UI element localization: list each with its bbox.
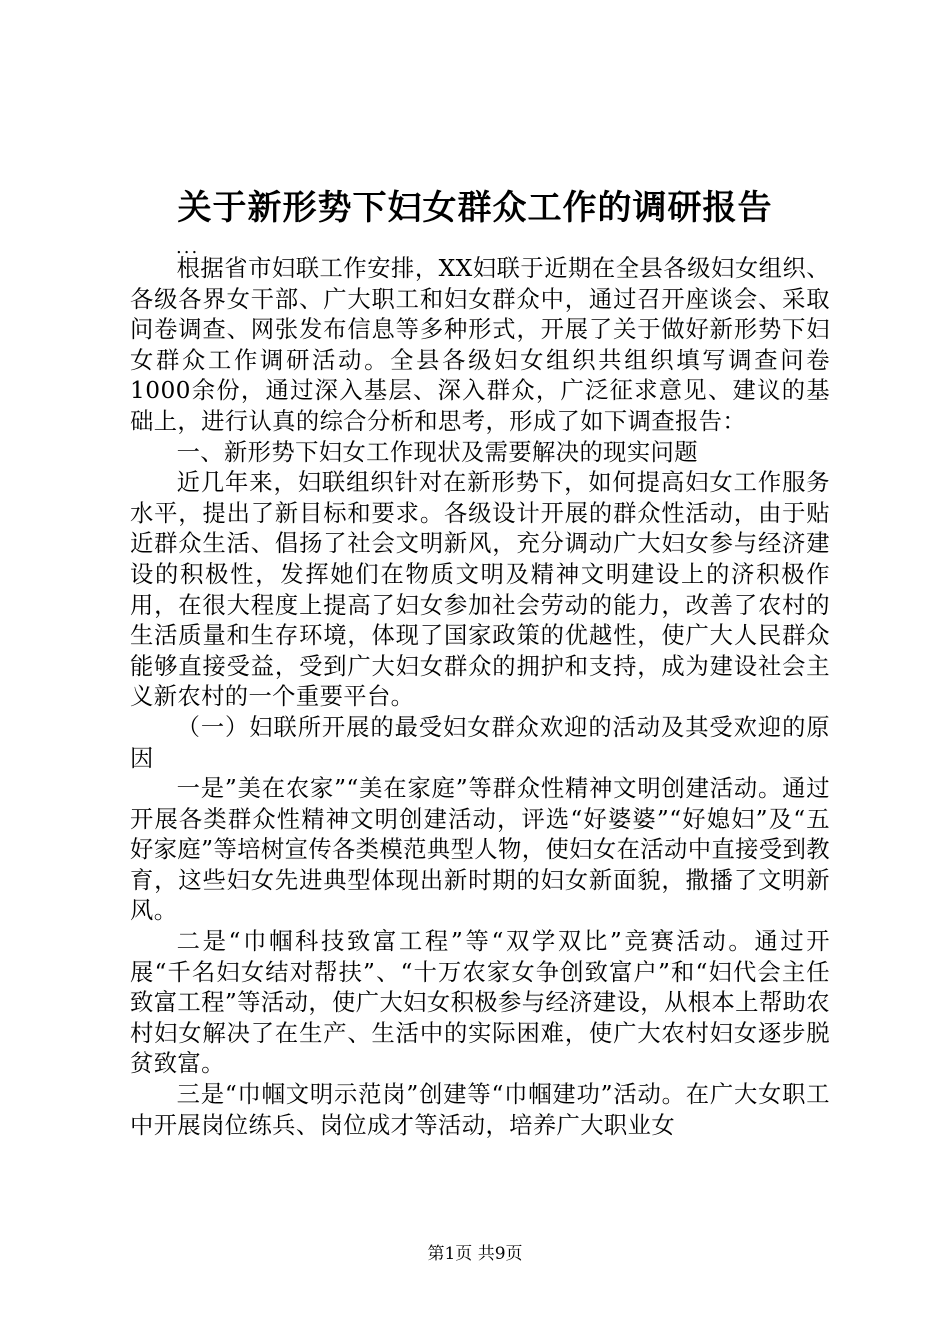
subsection-heading-1: （一）妇联所开展的最受妇女群众欢迎的活动及其受欢迎的原因 — [130, 713, 830, 772]
document-title: 关于新形势下妇女群众工作的调研报告 — [177, 188, 773, 228]
page-footer: 第1页 共9页 — [427, 1244, 523, 1264]
paragraph-intro: 根据省市妇联工作安排，XX妇联于近期在全县各级妇女组织、各级各界女干部、广大职工和妇女群众中，通过召开座谈会、采取问卷调查、网张发布信息等多种形式，开展了关于做好新形势下妇女群众工作调研活动。全县各级妇女组织共组织填写调查问卷1000余份，通过深入基层、深入群众，广泛征求意见、建议的基础上，进行认真的综合分析和思考，形成了如下调查报告： — [130, 255, 830, 435]
section-heading-1: 一、新形势下妇女工作现状及需要解决的现实问题 — [176, 438, 698, 466]
paragraph-status: 近几年来，妇联组织针对在新形势下，如何提高妇女工作服务水平，提出了新目标和要求。各级设计开展的群众性活动，由于贴近群众生活、倡扬了社会文明新风，充分调动广大妇女参与经济建设的积极性，发挥她们在物质文明及精神文明建设上的济积极作用，在很大程度上提高了妇女参加社会劳动的能力，改善了农村的生活质量和生存环境，体现了国家政策的优越性，使广大人民群众能够直接受益，受到广大妇女群众的拥护和支持，成为建设社会主义新农村的一个重要平台。 — [130, 469, 830, 711]
paragraph-item-3: 三是“巾帼文明示范岗”创建等“巾帼建功”活动。在广大女职工中开展岗位练兵、岗位成才等活动，培养广大职业女 — [130, 1081, 830, 1139]
paragraph-item-2: 二是“巾帼科技致富工程”等“双学双比”竞赛活动。通过开展“千名妇女结对帮扶”、“十万农家女争创致富户”和“妇代会主任致富工程”等活动，使广大妇女积极参与经济建设，从根本上帮助农村妇女解决了在生产、生活中的实际困难，使广大农村妇女逐步脱贫致富。 — [130, 928, 830, 1078]
paragraph-item-1: 一是”美在农家”“美在家庭”等群众性精神文明创建活动。通过开展各类群众性精神文明创建活动，评选“好婆婆”“好媳妇”及“五好家庭”等培树宣传各类模范典型人物，使妇女在活动中直接受到教育，这些妇女先进典型体现出新时期的妇女新面貌，撒播了文明新风。 — [130, 775, 830, 925]
ellipsis-marker: ... — [176, 237, 200, 258]
document-body — [130, 254, 830, 1141]
